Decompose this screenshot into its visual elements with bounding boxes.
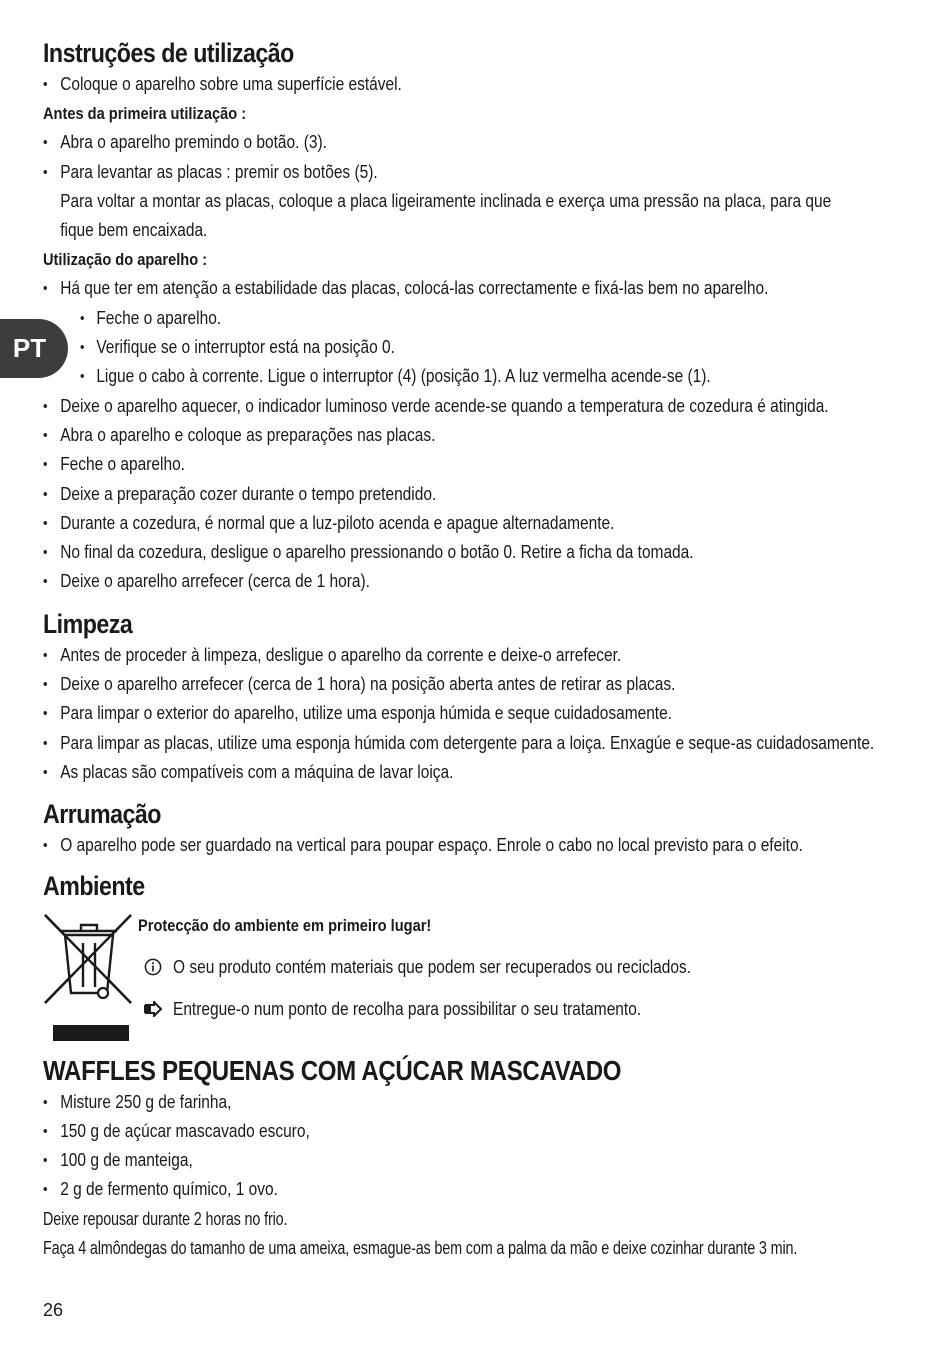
page-number: 26 [43, 1300, 64, 1320]
list-item: • Deixe o aparelho arrefecer (cerca de 1 hora) na posição aberta antes de retirar as placas. [43, 670, 800, 699]
sub-list-item: • Verifique se o interruptor está na posição 0. [43, 333, 800, 362]
list-item: • Deixe o aparelho arrefecer (cerca de 1 hora). [43, 567, 800, 596]
environment-arrow-text: Entregue-o num ponto de recolha para possibilitar o seu tratamento. [173, 998, 642, 1019]
recipe-title: WAFFLES PEQUENAS COM AÇÚCAR MASCAVADO [43, 1054, 622, 1086]
list-item: • O aparelho pode ser guardado na vertical para poupar espaço. Enrole o cabo no local previsto para o efeito. [43, 831, 800, 860]
list-item: • Deixe o aparelho aquecer, o indicador luminoso verde acende-se quando a temperatura de cozedura é atingida. [43, 392, 800, 421]
before-first-use-list [43, 128, 923, 187]
list-item: • Durante a cozedura, é normal que a luz-piloto acenda e apague alternadamente. [43, 509, 800, 538]
list-item: • Feche o aparelho. [43, 450, 800, 479]
list-item: • Para limpar o exterior do aparelho, utilize uma esponja húmida e seque cuidadosamente. [43, 699, 800, 728]
environment-heading: Protecção do ambiente em primeiro lugar! [138, 915, 432, 935]
cleaning-title: Limpeza [43, 608, 133, 639]
environment-block [43, 911, 923, 1046]
environment-info-row [138, 953, 775, 982]
usage-intro-list [43, 70, 923, 99]
plates-note-line-2: fique bem encaixada. [60, 220, 208, 241]
storage-title: Arrumação [43, 799, 161, 830]
list-item: • Para levantar as placas : premir os botões (5). [43, 158, 800, 187]
info-icon [143, 957, 163, 977]
list-item: • 100 g de manteiga, [43, 1146, 800, 1175]
use-list-first [43, 274, 923, 303]
arrow-icon [143, 999, 163, 1019]
list-item: • 2 g de fermento químico, 1 ovo. [43, 1175, 800, 1204]
list-item: • 150 g de açúcar mascavado escuro, [43, 1117, 800, 1146]
recipe-line-2: Faça 4 almôndegas do tamanho de uma ameixa, esmague-as bem com a palma da mão e deixe cozinhar durante 3 min. [43, 1238, 798, 1259]
recipe-line-1: Deixe repousar durante 2 horas no frio. [43, 1208, 288, 1229]
cleaning-list [43, 641, 923, 787]
environment-arrow-row [138, 995, 775, 1024]
usage-title: Instruções de utilização [43, 38, 294, 68]
list-item: • As placas são compatíveis com a máquina de lavar loiça. [43, 758, 800, 787]
list-item: • Antes de proceder à limpeza, desligue o aparelho da corrente e deixe-o arrefecer. [43, 641, 800, 670]
list-item: • Abra o aparelho e coloque as preparações nas placas. [43, 421, 800, 450]
recipe-list [43, 1088, 923, 1205]
language-tab-label: PT [12, 333, 47, 363]
list-item: • Coloque o aparelho sobre uma superfície estável. [43, 70, 800, 99]
page-content [43, 36, 923, 1263]
before-first-use-heading: Antes da primeira utilização : [43, 104, 247, 124]
crossed-bin-icon [43, 913, 135, 1041]
environment-info-text: O seu produto contém materiais que podem ser recuperados ou reciclados. [173, 956, 692, 977]
use-list [43, 392, 923, 597]
environment-text [138, 911, 775, 1024]
plates-note-line-1: Para voltar a montar as placas, coloque a placa ligeiramente inclinada e exerça uma pressão na placa, para que [60, 190, 832, 211]
sub-list-item: • Feche o aparelho. [43, 304, 800, 333]
list-item: • Misture 250 g de farinha, [43, 1088, 800, 1117]
sub-list-item: • Ligue o cabo à corrente. Ligue o interruptor (4) (posição 1). A luz vermelha acende-se (1). [43, 362, 800, 391]
environment-title: Ambiente [43, 870, 145, 901]
storage-list [43, 831, 923, 860]
use-heading: Utilização do aparelho : [43, 250, 208, 270]
list-item: • Há que ter em atenção a estabilidade das placas, colocá-las correctamente e fixá-las bem no aparelho. [43, 274, 800, 303]
list-item: • Abra o aparelho premindo o botão. (3). [43, 128, 800, 157]
list-item: • No final da cozedura, desligue o aparelho pressionando o botão 0. Retire a ficha da tomada. [43, 538, 800, 567]
list-item: • Para limpar as placas, utilize uma esponja húmida com detergente para a loiça. Enxagúe e seque-as cuidadosamente. [43, 729, 800, 758]
use-sub-list [43, 304, 923, 392]
list-item: • Deixe a preparação cozer durante o tempo pretendido. [43, 480, 800, 509]
